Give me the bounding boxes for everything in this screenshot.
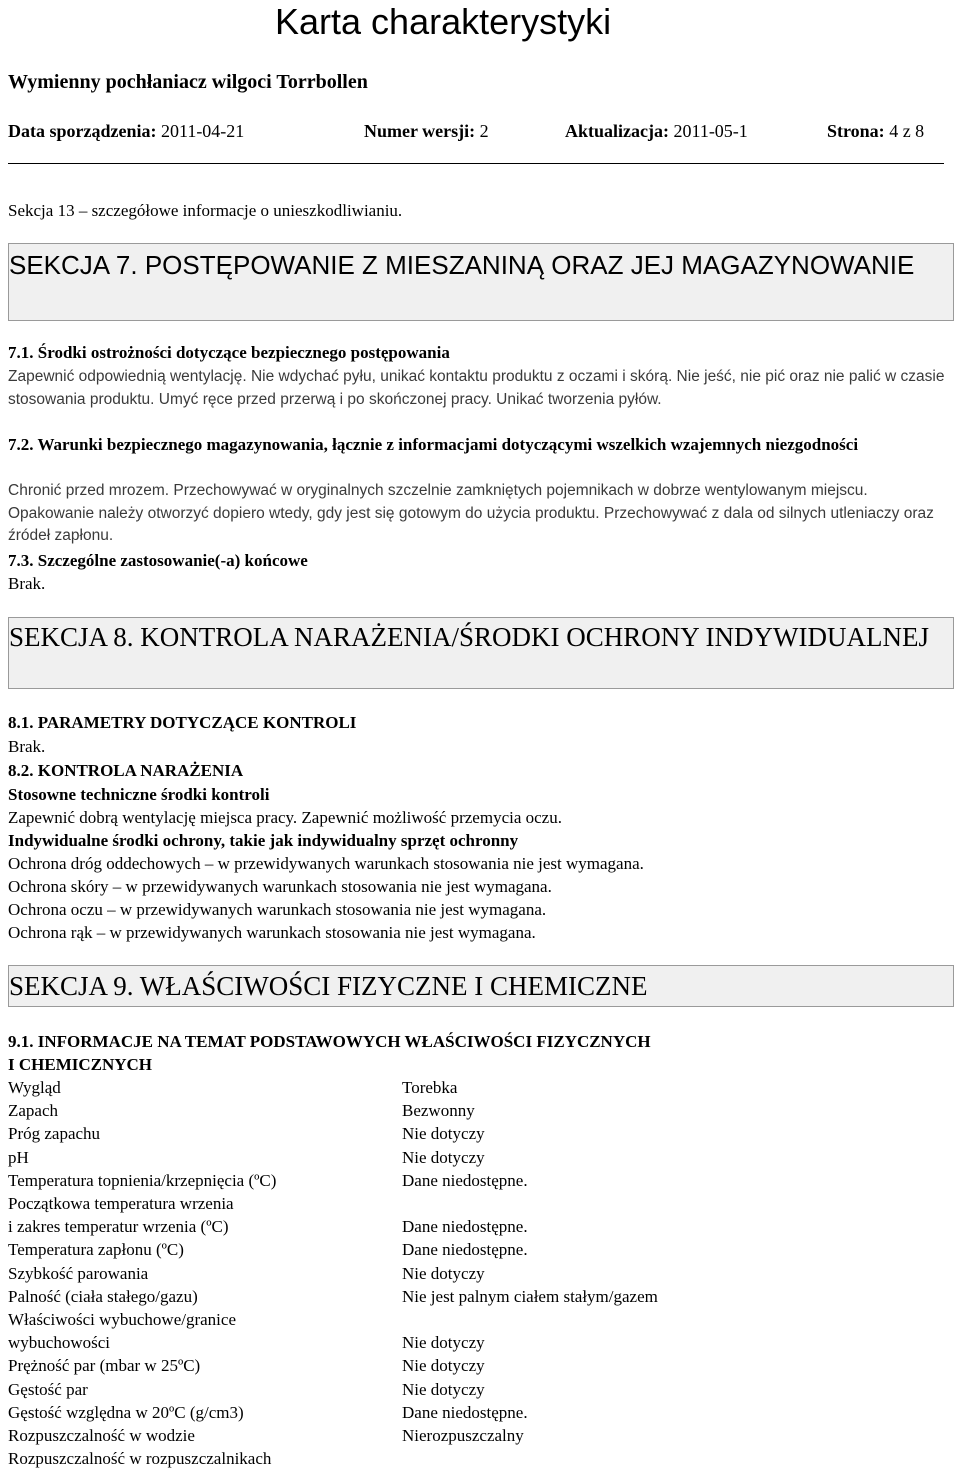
property-label: Właściwości wybuchowe/granice	[8, 1310, 236, 1329]
header-divider	[8, 163, 944, 164]
property-label: Palność (ciała stałego/gazu)	[8, 1287, 198, 1306]
property-value: Torebka	[402, 1078, 458, 1097]
property-label: pH	[8, 1148, 29, 1167]
product-name: Wymienny pochłaniacz wilgoci Torrbollen	[8, 71, 368, 93]
property-label: Rozpuszczalność w rozpuszczalnikach	[8, 1449, 272, 1468]
property-label: i zakres temperatur wrzenia (ºC)	[8, 1217, 229, 1236]
section-7-title: SEKCJA 7. POSTĘPOWANIE Z MIESZANINĄ ORAZ JEJ MAGAZYNOWANIE	[9, 250, 915, 280]
property-value: Dane niedostępne.	[402, 1217, 528, 1236]
property-label: Temperatura zapłonu (ºC)	[8, 1240, 184, 1259]
section-8-header	[8, 617, 954, 689]
section-7-3-heading: 7.3. Szczególne zastosowanie(-a) końcowe	[8, 551, 308, 570]
property-value: Nie jest palnym ciałem stałym/gazem	[402, 1287, 658, 1306]
property-value: Nie dotyczy	[402, 1124, 485, 1143]
property-label: Rozpuszczalność w wodzie	[8, 1426, 195, 1445]
tech-controls-text: Zapewnić dobrą wentylację miejsca pracy. Zapewnić możliwość przemycia oczu.	[8, 808, 562, 827]
meta-value: 2	[475, 121, 489, 141]
ppe-line-eyes: Ochrona oczu – w przewidywanych warunkach stosowania nie jest wymagana.	[8, 900, 547, 919]
ppe-heading: Indywidualne środki ochrony, takie jak indywidualny sprzęt ochronny	[8, 831, 519, 850]
section-9-header	[8, 965, 954, 1007]
section-7-1-heading: 7.1. Środki ostrożności dotyczące bezpiecznego postępowania	[8, 343, 450, 362]
property-label: Zapach	[8, 1101, 59, 1120]
property-label: Próg zapachu	[8, 1124, 101, 1143]
section-8-1-heading: 8.1. PARAMETRY DOTYCZĄCE KONTROLI	[8, 713, 357, 732]
property-value: Dane niedostępne.	[402, 1240, 528, 1259]
property-label: Gęstość względna w 20ºC (g/cm3)	[8, 1403, 244, 1422]
ppe-line-skin: Ochrona skóry – w przewidywanych warunkach stosowania nie jest wymagana.	[8, 877, 552, 896]
section-7-1-text: Zapewnić odpowiednią wentylację. Nie wdychać pyłu, unikać kontaktu produktu z oczami i skórą. Nie jeść, nie pić oraz nie palić w czasie stosowania produktu. Umyć ręce przed przerwą i po skończonej pracy. Unikać tworzenia pyłów.	[8, 368, 945, 408]
ppe-line-respiratory: Ochrona dróg oddechowych – w przewidywanych warunkach stosowania nie jest wymagana.	[8, 854, 644, 873]
property-label: Szybkość parowania	[8, 1264, 149, 1283]
section-7-header	[8, 243, 954, 321]
property-value: Nie dotyczy	[402, 1356, 485, 1375]
meta-label: Aktualizacja:	[565, 121, 669, 141]
meta-label: Strona:	[827, 121, 885, 141]
ppe-line-hands: Ochrona rąk – w przewidywanych warunkach stosowania nie jest wymagana.	[8, 923, 536, 942]
property-value: Nie dotyczy	[402, 1380, 485, 1399]
property-label: Początkowa temperatura wrzenia	[8, 1194, 234, 1213]
section-9-1-heading-line2: I CHEMICZNYCH	[8, 1055, 153, 1074]
section-7-2-heading: 7.2. Warunki bezpiecznego magazynowania, łącznie z informacjami dotyczącymi wszelkich wzajemnych niezgodności	[8, 435, 859, 454]
property-value: Nie dotyczy	[402, 1333, 485, 1352]
meta-page	[827, 120, 924, 142]
intro-line: Sekcja 13 – szczegółowe informacje o unieszkodliwianiu.	[8, 201, 403, 220]
meta-label: Data sporządzenia:	[8, 121, 157, 141]
property-value: Bezwonny	[402, 1101, 475, 1120]
property-value: Nie dotyczy	[402, 1264, 485, 1283]
section-9-title: SEKCJA 9. WŁAŚCIWOŚCI FIZYCZNE I CHEMICZNE	[9, 971, 648, 1001]
section-7-3-text: Brak.	[8, 574, 46, 593]
property-label: Wygląd	[8, 1078, 61, 1097]
meta-value: 4 z 8	[884, 121, 925, 141]
property-label: wybuchowości	[8, 1333, 110, 1352]
property-value: Dane niedostępne.	[402, 1403, 528, 1422]
section-8-title: SEKCJA 8. KONTROLA NARAŻENIA/ŚRODKI OCHRONY INDYWIDUALNEJ	[9, 622, 929, 652]
meta-label: Numer wersji:	[364, 121, 476, 141]
meta-value: 2011-05-1	[668, 121, 748, 141]
meta-update	[565, 120, 748, 142]
section-8-1-text: Brak.	[8, 737, 46, 756]
meta-version	[364, 120, 489, 142]
property-label: Gęstość par	[8, 1380, 88, 1399]
property-value: Dane niedostępne.	[402, 1171, 528, 1190]
section-8-2-heading: 8.2. KONTROLA NARAŻENIA	[8, 761, 244, 780]
section-7-2-text: Chronić przed mrozem. Przechowywać w oryginalnych szczelnie zamkniętych pojemnikach w dobrze wentylowanym miejscu. Opakowanie należy otworzyć dopiero wtedy, gdy jest się gotowym do użycia produktu. Przechowywać z dala od silnych utleniaczy oraz źródeł zapłonu.	[8, 482, 934, 544]
meta-value: 2011-04-21	[156, 121, 245, 141]
document-title: Karta charakterystyki	[275, 1, 612, 42]
property-value: Nie dotyczy	[402, 1148, 485, 1167]
property-label: Temperatura topnienia/krzepnięcia (ºC)	[8, 1171, 277, 1190]
tech-controls-heading: Stosowne techniczne środki kontroli	[8, 785, 270, 804]
section-9-1-heading-line1: 9.1. INFORMACJE NA TEMAT PODSTAWOWYCH WŁAŚCIWOŚCI FIZYCZNYCH	[8, 1032, 651, 1051]
property-label: Prężność par (mbar w 25ºC)	[8, 1356, 201, 1375]
property-value: Nierozpuszczalny	[402, 1426, 524, 1445]
meta-issue-date	[8, 120, 244, 142]
